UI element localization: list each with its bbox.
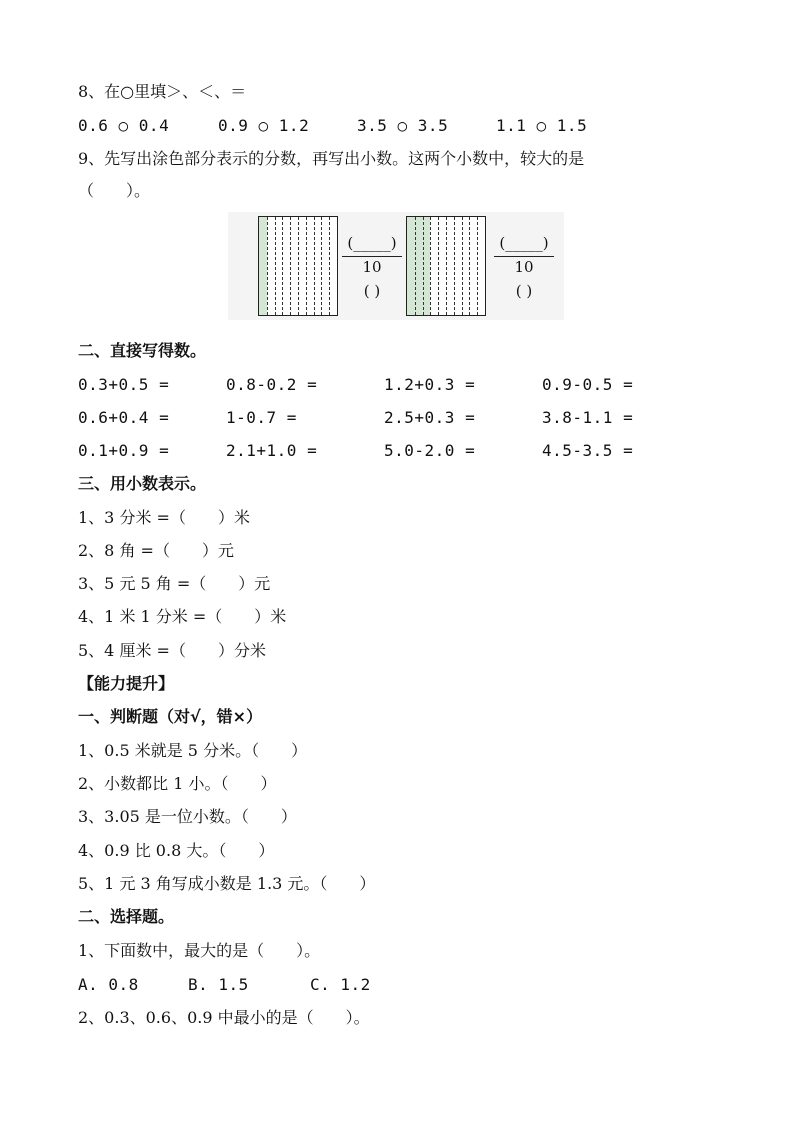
shaded-region-1 (259, 217, 267, 315)
fraction-1 (340, 234, 404, 300)
judge-item-4: 4、0.9 比 0.8 大。（ ） (78, 841, 275, 860)
shaded-region-2 (407, 217, 430, 315)
fraction-2-numerator: (_____) (499, 234, 549, 252)
q8-item-2: 0.9 ○ 1.2 (218, 116, 310, 135)
fraction-1-denominator: 10 (362, 258, 382, 276)
calc-r2-c1: 0.6+0.4 = (78, 408, 170, 427)
tenths-grid-2-divider (415, 217, 416, 315)
tenths-grid-1-divider (282, 217, 283, 315)
choice-q1-option-a: A. 0.8 (78, 975, 139, 994)
s3-item-2: 2、8 角 =（ ）元 (78, 541, 234, 560)
s3-item-3: 3、5 元 5 角 =（ ）元 (78, 574, 271, 593)
judge-item-2: 2、小数都比 1 小。（ ） (78, 774, 277, 793)
decimal-grid-figure (228, 212, 564, 320)
section2-title: 二、直接写得数。 (78, 341, 207, 360)
q8-item-3: 3.5 ○ 3.5 (357, 116, 449, 135)
choice-q1: 1、下面数中，最大的是（ ）。 (78, 941, 321, 960)
q8-item-4: 1.1 ○ 1.5 (496, 116, 588, 135)
calc-r2-c2: 1-0.7 = (226, 408, 297, 427)
tenths-grid-2-divider (454, 217, 455, 315)
fraction-1-numerator: (_____) (347, 234, 397, 252)
fraction-2-bar (494, 256, 554, 257)
tenths-grid-2 (406, 216, 486, 316)
tenths-grid-1-divider (329, 217, 330, 315)
tenths-grid-2-divider (446, 217, 447, 315)
s3-item-5: 5、4 厘米 =（ ）分米 (78, 641, 266, 660)
decimal-2-blank: ( ) (515, 282, 533, 300)
choice-q1-option-b: B. 1.5 (188, 975, 249, 994)
choice-q2: 2、0.3、0.6、0.9 中最小的是（ ）。 (78, 1008, 370, 1027)
calc-r3-c3: 5.0-2.0 = (384, 441, 476, 460)
tenths-grid-1-divider (275, 217, 276, 315)
tenths-grid-2-divider (438, 217, 439, 315)
q8-title: 8、在○里填＞、＜、＝ (78, 82, 247, 101)
choice-title: 二、选择题。 (78, 907, 175, 926)
decimal-1-blank: ( ) (363, 282, 381, 300)
fraction-1-bar (342, 256, 402, 257)
calc-r2-c3: 2.5+0.3 = (384, 408, 476, 427)
q9-line2: （ ）。 (78, 181, 151, 200)
tenths-grid-1-divider (298, 217, 299, 315)
judge-item-5: 5、1 元 3 角写成小数是 1.3 元。（ ） (78, 874, 376, 893)
s3-item-1: 1、3 分米 =（ ）米 (78, 508, 250, 527)
calc-r3-c2: 2.1+1.0 = (226, 441, 318, 460)
choice-q1-option-c: C. 1.2 (310, 975, 371, 994)
tenths-grid-2-divider (430, 217, 431, 315)
calc-r1-c1: 0.3+0.5 = (78, 375, 170, 394)
ability-title: 【能力提升】 (78, 674, 175, 693)
fraction-2-denominator: 10 (514, 258, 534, 276)
tenths-grid-1-divider (306, 217, 307, 315)
tenths-grid-2-divider (462, 217, 463, 315)
tenths-grid-1-divider (314, 217, 315, 315)
tenths-grid-2-divider (477, 217, 478, 315)
tenths-grid-1-divider (321, 217, 322, 315)
q9-line1: 9、先写出涂色部分表示的分数，再写出小数。这两个小数中，较大的是 (78, 149, 585, 168)
calc-r1-c4: 0.9-0.5 = (542, 375, 634, 394)
calc-r2-c4: 3.8-1.1 = (542, 408, 634, 427)
q8-item-1: 0.6 ○ 0.4 (78, 116, 170, 135)
calc-r1-c3: 1.2+0.3 = (384, 375, 476, 394)
calc-r3-c1: 0.1+0.9 = (78, 441, 170, 460)
judge-item-3: 3、3.05 是一位小数。（ ） (78, 807, 297, 826)
tenths-grid-2-divider (423, 217, 424, 315)
s3-item-4: 4、1 米 1 分米 =（ ）米 (78, 607, 287, 626)
tenths-grid-1 (258, 216, 338, 316)
tenths-grid-1-divider (267, 217, 268, 315)
calc-r1-c2: 0.8-0.2 = (226, 375, 318, 394)
judge-item-1: 1、0.5 米就是 5 分米。（ ） (78, 741, 308, 760)
fraction-2 (492, 234, 556, 300)
tenths-grid-1-divider (290, 217, 291, 315)
section3-title: 三、用小数表示。 (78, 474, 207, 493)
calc-r3-c4: 4.5-3.5 = (542, 441, 634, 460)
judge-title: 一、判断题（对√，错×） (78, 707, 263, 726)
tenths-grid-2-divider (469, 217, 470, 315)
